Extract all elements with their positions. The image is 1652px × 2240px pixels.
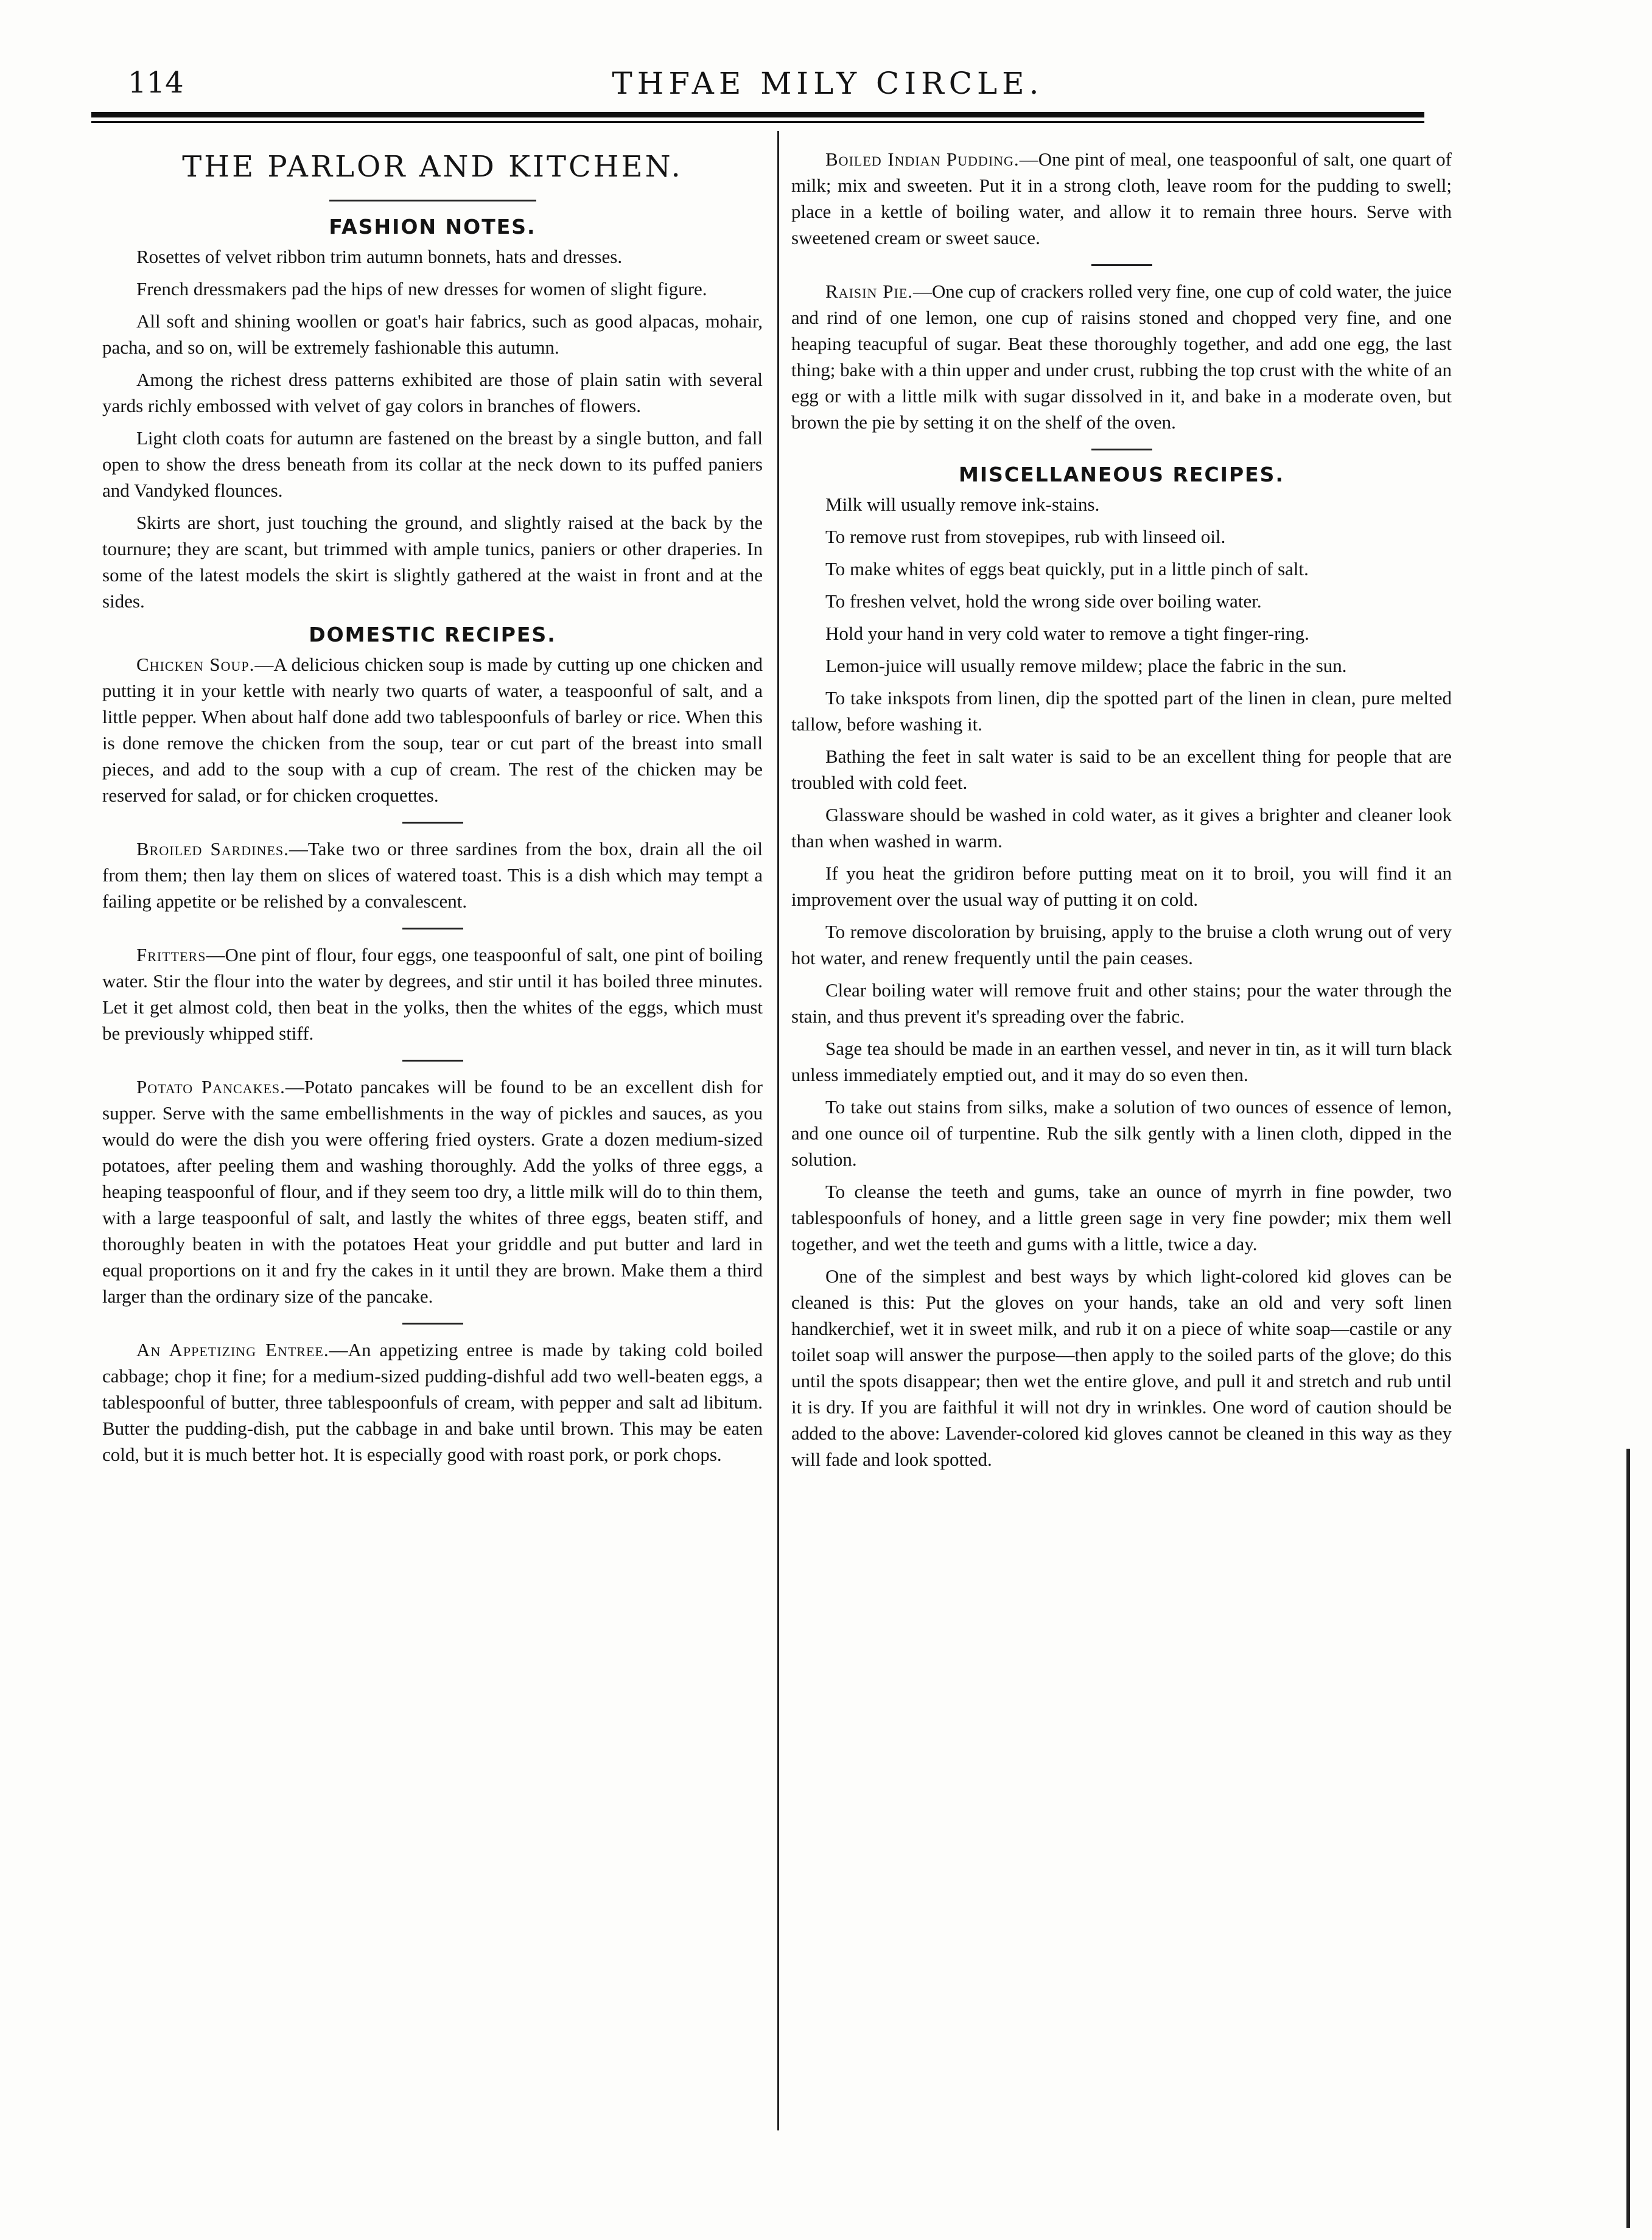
page-header	[85, 66, 1570, 108]
recipe-potato-pancakes	[102, 1074, 763, 1309]
recipe-title: Raisin Pie.	[825, 281, 914, 302]
page-number: 114	[128, 66, 184, 100]
fashion-paragraph: French dressmakers pad the hips of new dresses for women of slight figure.	[136, 278, 707, 299]
fashion-paragraph: Skirts are short, just touching the ground, and slightly raised at the back by the tournure; they are scant, but trimmed with ample tunics, paniers or other draperies. In some of the latest models the skirt is slightly gathered at the waist in front and at the sides.	[102, 512, 763, 612]
misc-paragraph: To cleanse the teeth and gums, take an ounce of myrrh in fine powder, two tablespoonfuls of honey, and a little green sage in very fine powder; mix them well together, and wet the teeth and gums with a little, twice a day.	[791, 1181, 1452, 1255]
recipe-separator	[402, 928, 463, 929]
section-title-rule	[329, 200, 536, 201]
recipe-fritters	[102, 942, 763, 1046]
recipe-separator	[402, 1323, 463, 1325]
scan-edge-line	[1626, 1449, 1630, 2228]
recipe-title: Potato Pancakes.	[136, 1076, 285, 1097]
recipe-chicken-soup	[102, 651, 763, 808]
misc-paragraph: Sage tea should be made in an earthen vessel, and never in tin, as it will turn black unless immediately emptied out, and it may do so even then.	[791, 1038, 1452, 1085]
misc-paragraph: To take out stains from silks, make a solution of two ounces of essence of lemon, and one ounce oil of turpentine. Rub the silk gently with a linen cloth, dipped in the solution.	[791, 1096, 1452, 1170]
recipe-text: —One pint of meal, one teaspoonful of salt, one quart of milk; mix and sweeten. Put it in a strong cloth, leave room for the pudding to swell; place in a kettle of boiling water, and allow it to remain three hours. Serve with sweetened cream or sweet sauce.	[791, 149, 1452, 248]
fashion-paragraph: Among the richest dress patterns exhibited are those of plain satin with several yards richly embossed with velvet of gay colors in branches of flowers.	[102, 369, 763, 416]
left-column	[102, 146, 763, 1474]
recipe-boiled-indian-pudding	[791, 146, 1452, 251]
section-title: THE PARLOR AND KITCHEN.	[182, 150, 683, 184]
misc-paragraph: Milk will usually remove ink-stains.	[825, 494, 1100, 515]
recipe-title: Fritters	[136, 944, 206, 965]
misc-paragraph: Bathing the feet in salt water is said to be an excellent thing for people that are troubled with cold feet.	[791, 746, 1452, 793]
misc-paragraph: Glassware should be washed in cold water, as it gives a brighter and cleaner look than when washed in warm.	[791, 804, 1452, 852]
miscellaneous-recipes-heading: MISCELLANEOUS RECIPES.	[959, 463, 1284, 486]
misc-paragraph: Clear boiling water will remove fruit and other stains; pour the water through the stain, and thus prevent it's spreading over the fabric.	[791, 979, 1452, 1027]
column-divider	[777, 131, 779, 2130]
misc-paragraph: To remove discoloration by bruising, apply to the bruise a cloth wrung out of very hot water, and renew frequently until the pain ceases.	[791, 921, 1452, 968]
recipe-text: —Take two or three sardines from the box, drain all the oil from them; then lay them on slices of watered toast. This is a dish which may tempt a failing appetite or be relished by a convalescent.	[102, 838, 763, 912]
running-title: THFAE MILY CIRCLE.	[612, 66, 1044, 101]
recipe-text: —An appetizing entree is made by taking cold boiled cabbage; chop it fine; for a medium-sized pudding-dishful add two well-beaten eggs, a tablespoonful of butter, three tablespoonfuls of cream, with pepper and salt ad libitum. Butter the pudding-dish, put the cabbage in and bake until brown. This may be eaten cold, but it is much better hot. It is especially good with roast pork, or pork chops.	[102, 1339, 763, 1465]
misc-paragraph: One of the simplest and best ways by which light-colored kid gloves can be cleaned is this: Put the gloves on your hands, take an old and very soft linen handkerchief, wet it in sweet milk, and rub it on a piece of white soap—castile or any toilet soap will answer the purpose—then apply to the soiled parts of the glove; do this until the spots disappear; then wet the entire glove, and pull it and stretch and rub until it is dry. If you are faithful it will not dry in wrinkles. One word of caution should be added to the above: Lavender-colored kid gloves cannot be cleaned in this way as they will fade and look spotted.	[791, 1265, 1452, 1470]
section-separator	[1091, 449, 1152, 450]
fashion-paragraph: Rosettes of velvet ribbon trim autumn bonnets, hats and dresses.	[136, 246, 623, 267]
misc-paragraph: To remove rust from stovepipes, rub with linseed oil.	[825, 526, 1226, 547]
right-column	[791, 146, 1452, 1479]
misc-paragraph: To freshen velvet, hold the wrong side over boiling water.	[825, 590, 1262, 612]
recipe-text: —A delicious chicken soup is made by cutting up one chicken and putting it in your kettle with nearly two quarts of water, a teaspoonful of salt, and a little pepper. When about half done add two tablespoonfuls of barley or rice. When this is done remove the chicken from the soup, tear or cut part of the breast into small pieces, and add to the soup with a cup of cream. The rest of the chicken may be reserved for salad, or for chicken croquettes.	[102, 654, 763, 806]
recipe-title: An Appetizing Entree.	[136, 1339, 329, 1360]
fashion-notes-heading: FASHION NOTES.	[329, 215, 536, 239]
recipe-title: Chicken Soup.	[136, 654, 255, 675]
header-rule-thin	[91, 121, 1424, 123]
recipe-title: Broiled Sardines.	[136, 838, 289, 859]
misc-paragraph: To take inkspots from linen, dip the spotted part of the linen in clean, pure melted tallow, before washing it.	[791, 687, 1452, 735]
recipe-separator	[1091, 264, 1152, 266]
recipe-text: —One pint of flour, four eggs, one teaspoonful of salt, one pint of boiling water. Stir the flour into the water by degrees, and stir until it has boiled three minutes. Let it get almost cold, then beat in the yolks, then the whites of the eggs, which must be previously whipped stiff.	[102, 944, 763, 1044]
domestic-recipes-heading: DOMESTIC RECIPES.	[309, 623, 556, 646]
recipe-title: Boiled Indian Pudding.	[825, 149, 1020, 170]
recipe-appetizing-entree	[102, 1337, 763, 1468]
recipe-raisin-pie	[791, 278, 1452, 435]
fashion-paragraph: Light cloth coats for autumn are fastened on the breast by a single button, and fall open to show the dress beneath from its collar at the neck down to its puffed paniers and Vandyked flounces.	[102, 427, 763, 501]
misc-paragraph: If you heat the gridiron before putting meat on it to broil, you will find it an improvement over the usual way of putting it on cold.	[791, 863, 1452, 910]
recipe-text: —Potato pancakes will be found to be an excellent dish for supper. Serve with the same embellishments in the way of pickles and sauces, as you would do were the dish you were offering fried oysters. Grate a dozen medium-sized potatoes, after peeling them and washing thoroughly. Add the yolks of three eggs, a heaping teaspoonful of flour, and if they seem too dry, a little milk will do to thin them, with a large teaspoonful of salt, and lastly the whites of three eggs, beaten stiff, and thoroughly beaten in with the potatoes Heat your griddle and put butter and lard in equal proportions on it and fry the cakes in it until they are brown. Make them a third larger than the ordinary size of the pancake.	[102, 1076, 763, 1307]
misc-paragraph: Lemon-juice will usually remove mildew; place the fabric in the sun.	[825, 655, 1347, 676]
recipe-separator	[402, 822, 463, 824]
recipe-text: —One cup of crackers rolled very fine, one cup of cold water, the juice and rind of one lemon, one cup of raisins stoned and chopped very fine, and one heaping teacupful of sugar. Beat these thoroughly together, and add one egg, the last thing; bake with a thin upper and under crust, rubbing the top crust with the white of an egg or with a little milk with sugar dissolved in it, and bake in a moderate oven, but brown the pie by setting it on the shelf of the oven.	[791, 281, 1452, 433]
recipe-broiled-sardines	[102, 836, 763, 914]
recipe-separator	[402, 1060, 463, 1062]
misc-paragraph: To make whites of eggs beat quickly, put in a little pinch of salt.	[825, 558, 1309, 579]
header-rule-thick	[91, 112, 1424, 117]
misc-paragraph: Hold your hand in very cold water to remove a tight finger-ring.	[825, 623, 1309, 644]
fashion-paragraph: All soft and shining woollen or goat's hair fabrics, such as good alpacas, mohair, pacha, and so on, will be extremely fashionable this autumn.	[102, 310, 763, 358]
